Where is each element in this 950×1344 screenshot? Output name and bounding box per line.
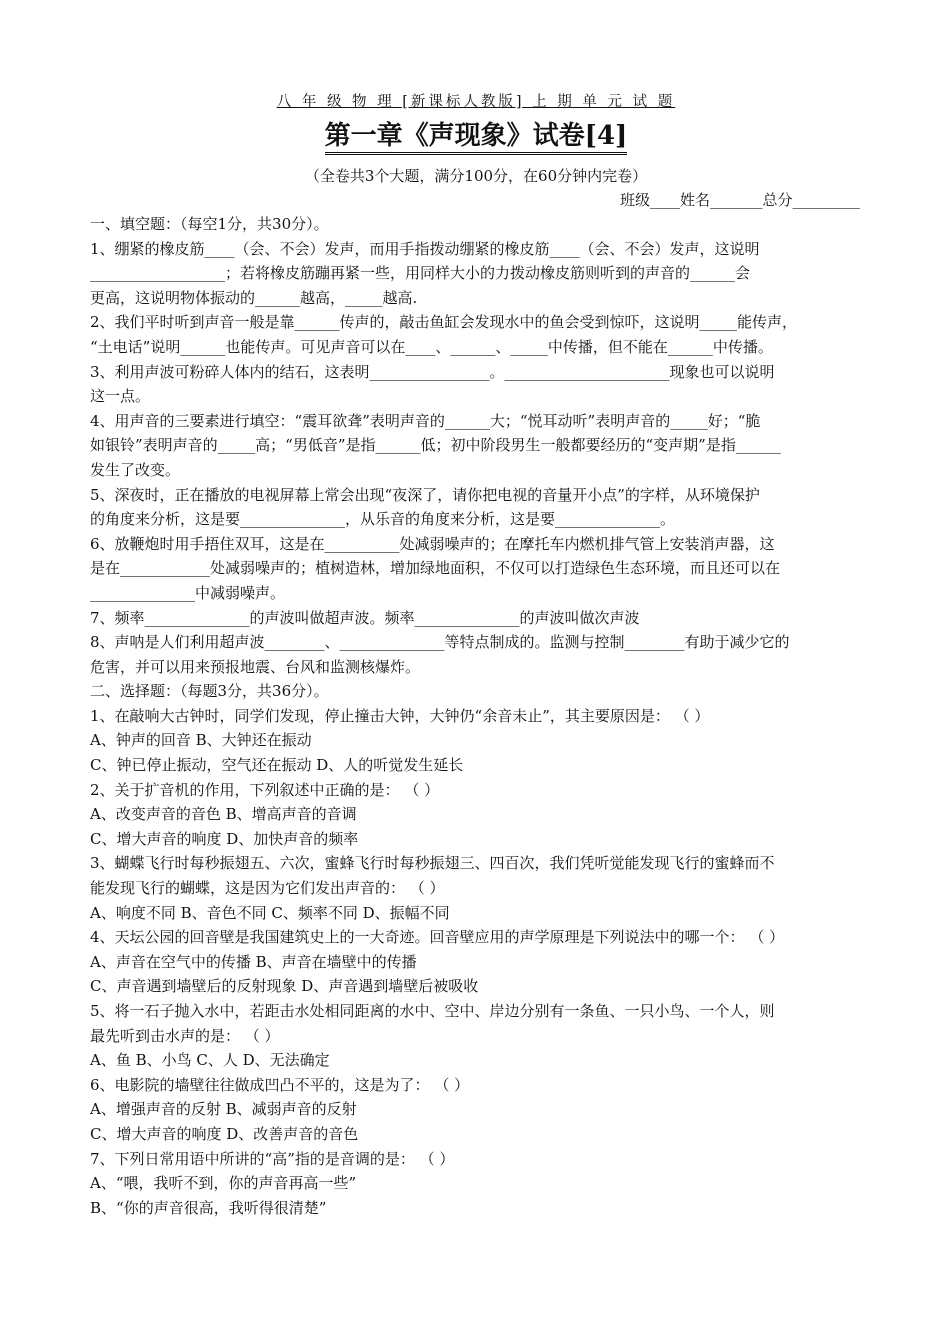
question-line: 3、蝴蝶飞行时每秒振翅五、六次，蜜蜂飞行时每秒振翅三、四百次，我们凭听觉能发现飞行的蜜蜂而不 bbox=[90, 854, 775, 873]
question-line: 4、天坛公园的回音壁是我国建筑史上的一大奇迹。回音壁应用的声学原理是下列说法中的哪一个： （ ） bbox=[90, 928, 785, 947]
question-line: A、声音在空气中的传播 B、声音在墙壁中的传播 bbox=[90, 952, 417, 971]
question-line: 的角度来分析，这是要______________，从乐音的角度来分析，这是要______________。 bbox=[90, 510, 676, 529]
exam-title bbox=[90, 116, 862, 156]
question-line: 6、放鞭炮时用手捂住双耳，这是在__________处减弱噪声的；在摩托车内燃机排气管上安装消声器，这 bbox=[90, 534, 775, 553]
question-line: 3、利用声波可粉碎人体内的结石，这表明________________。______________________现象也可以说明 bbox=[90, 362, 775, 381]
question-line: ______________中减弱噪声。 bbox=[90, 583, 286, 602]
question-line: 更高，这说明物体振动的______越高，_____越高. bbox=[90, 288, 418, 307]
question-line: 能发现飞行的蝴蝶，这是因为它们发出声音的： （ ） bbox=[90, 879, 445, 898]
question-line: 是在____________处减弱噪声的；植树造林，增加绿地面积，不仅可以打造绿色生态环境，而且还可以在 bbox=[90, 559, 781, 578]
question-line: C、钟已停止振动，空气还在振动 D、人的听觉发生延长 bbox=[90, 756, 464, 775]
section-multiple-choice bbox=[90, 679, 862, 1220]
question-line: 6、电影院的墙壁往往做成凹凸不平的，这是为了： （ ） bbox=[90, 1075, 470, 1094]
section-heading: 二、选择题：（每题3分，共36分）。 bbox=[90, 682, 329, 701]
question-line: 最先听到击水声的是： （ ） bbox=[90, 1026, 280, 1045]
question-line: A、响度不同 B、音色不同 C、频率不同 D、振幅不同 bbox=[90, 903, 450, 922]
question-line: __________________；若将橡皮筋蹦再紧一些，用同样大小的力拨动橡皮筋则听到的声音的______会 bbox=[90, 264, 751, 283]
question-line: A、“喂，我听不到，你的声音再高一些” bbox=[90, 1174, 357, 1193]
question-line: 危害，并可以用来预报地震、台风和监测核爆炸。 bbox=[90, 657, 421, 676]
exam-note: （全卷共3个大题，满分100分，在60分钟内完卷） bbox=[304, 167, 648, 185]
question-line: 4、用声音的三要素进行填空：“震耳欲聋”表明声音的______大；“悦耳动听”表明声音的_____好；“脆 bbox=[90, 411, 761, 430]
question-line: 发生了改变。 bbox=[90, 460, 181, 479]
exam-title-text: 第一章《声现象》试卷[4] bbox=[325, 121, 628, 155]
question-line: C、增大声音的响度 D、改善声音的音色 bbox=[90, 1124, 359, 1143]
question-line: A、钟声的回音 B、大钟还在振动 bbox=[90, 731, 312, 750]
question-line: “土电话”说明______也能传声。可见声音可以在____、______、_____中传播，但不能在______中传播。 bbox=[90, 337, 773, 356]
question-line: 7、下列日常用语中所讲的“高”指的是音调的是： （ ） bbox=[90, 1149, 455, 1168]
question-line: 这一点。 bbox=[90, 387, 151, 406]
question-line: 8、声呐是人们利用超声波________、______________等特点制成的。监测与控制________有助于减少它的 bbox=[90, 633, 790, 652]
question-line: 1、绷紧的橡皮筋____（会、不会）发声，而用手指拨动绷紧的橡皮筋____（会、不会）发声，这说明 bbox=[90, 239, 760, 258]
section-body bbox=[90, 237, 862, 680]
question-line: 7、频率______________的声波叫做超声波。频率______________的声波叫做次声波 bbox=[90, 608, 640, 627]
question-line: 1、在敲响大古钟时，同学们发现，停止撞击大钟，大钟仍“余音未止”，其主要原因是： （ ） bbox=[90, 706, 710, 725]
section-fill-in bbox=[90, 212, 862, 679]
question-line: A、改变声音的音色 B、增高声音的音调 bbox=[90, 805, 357, 824]
question-line: B、“你的声音很高，我听得很清楚” bbox=[90, 1198, 327, 1217]
question-line: 2、关于扩音机的作用，下列叙述中正确的是： （ ） bbox=[90, 780, 440, 799]
exam-page bbox=[90, 92, 862, 1220]
question-line: C、增大声音的响度 D、加快声音的频率 bbox=[90, 829, 359, 848]
question-line: A、鱼 B、小鸟 C、人 D、无法确定 bbox=[90, 1051, 330, 1070]
student-info-line: 班级____姓名_______总分_________ bbox=[619, 191, 860, 209]
question-line: C、声音遇到墙壁后的反射现象 D、声音遇到墙壁后被吸收 bbox=[90, 977, 479, 996]
question-line: 2、我们平时听到声音一般是靠______传声的，敲击鱼缸会发现水中的鱼会受到惊吓，这说明_____能传声， bbox=[90, 313, 798, 332]
section-heading: 一、填空题：（每空1分，共30分）。 bbox=[90, 215, 329, 233]
section-body bbox=[90, 704, 862, 1220]
question-line: A、增强声音的反射 B、减弱声音的反射 bbox=[90, 1100, 357, 1119]
question-line: 5、深夜时，正在播放的电视屏幕上常会出现“夜深了，请你把电视的音量开小点”的字样，从环境保护 bbox=[90, 485, 760, 504]
question-line: 如银铃”表明声音的_____高；“男低音”是指______低；初中阶段男生一般都要经历的“变声期”是指______ bbox=[90, 436, 781, 455]
exam-subtitle: 八 年 级 物 理 [新课标人教版] 上 期 单 元 试 题 bbox=[276, 94, 676, 110]
question-line: 5、将一石子抛入水中，若距击水处相同距离的水中、空中、岸边分别有一条鱼、一只小鸟、一个人，则 bbox=[90, 1002, 775, 1020]
